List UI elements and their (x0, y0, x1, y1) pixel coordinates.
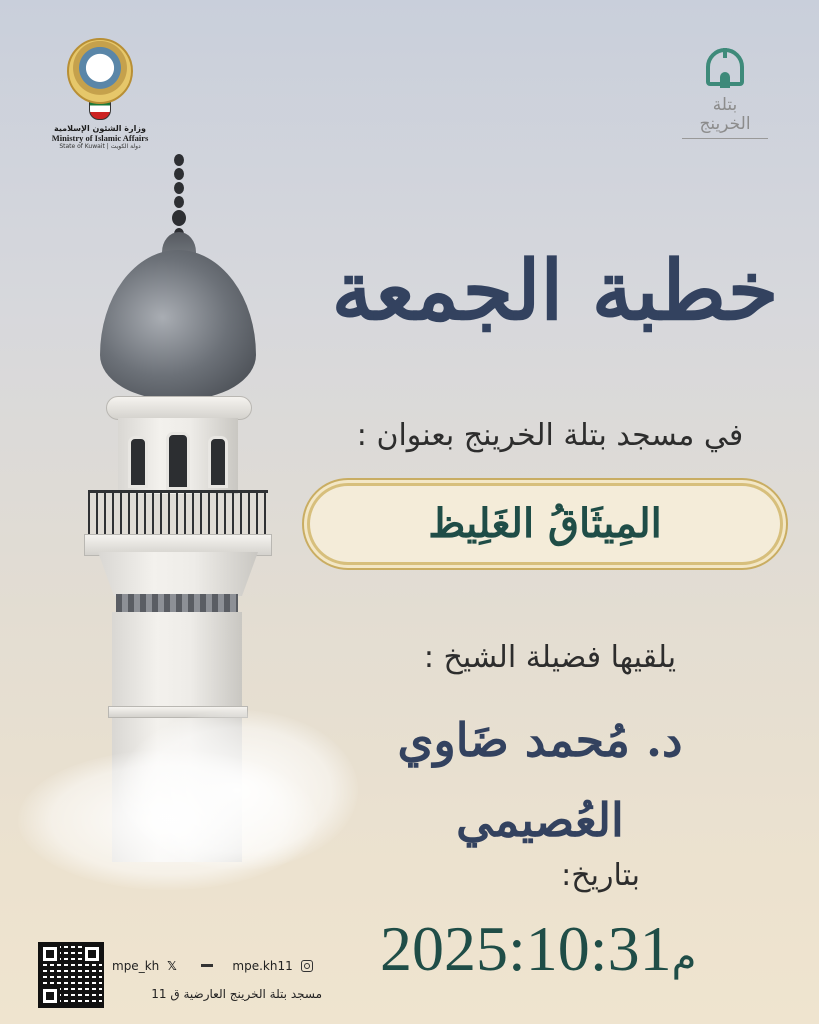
date-suffix: م (671, 934, 697, 979)
qr-code[interactable] (38, 942, 104, 1008)
mosque-dome-icon (703, 48, 747, 96)
mosque-logo-line2: الخرينج (699, 114, 751, 134)
khutbah-title: خطبة الجمعة (331, 243, 779, 339)
ministry-state: State of Kuwait | دولة الكويت (59, 143, 141, 150)
divider (682, 138, 768, 139)
date-value (380, 912, 697, 986)
instagram-icon (301, 960, 313, 972)
topic-title: المِيثَاقُ الغَلِيظ (428, 500, 662, 547)
divider (201, 964, 213, 967)
instagram-handle[interactable]: mpe.kh11 (232, 958, 293, 973)
date-label: بتاريخ: (561, 858, 640, 893)
x-handle[interactable]: mpe_kh (112, 958, 160, 973)
date-number: 2025:10:31 (380, 913, 672, 984)
social-handles (112, 958, 332, 973)
x-icon: 𝕏 (167, 958, 177, 973)
state-ar: دولة الكويت (110, 143, 141, 150)
state-en: State of Kuwait (59, 143, 105, 150)
mosque-logo (680, 40, 770, 139)
minaret-illustration (78, 150, 278, 870)
ministry-logo (40, 38, 160, 150)
ministry-name-ar: وزارة الشئون الإسلامية (54, 124, 146, 133)
mosque-address: مسجد بتلة الخرينج العارضية ق 11 (151, 987, 322, 1001)
sheikh-name: د. مُحمد ضَاوي العُصيمي (397, 713, 683, 847)
ministry-name-en: Ministry of Islamic Affairs (51, 133, 149, 143)
kuwait-emblem-icon (67, 38, 133, 104)
venue-line: في مسجد بتلة الخرينج بعنوان : (356, 418, 744, 453)
mosque-logo-line1: بتلة (712, 95, 738, 115)
presenter-line: يلقيها فضيلة الشيخ : (423, 640, 677, 675)
